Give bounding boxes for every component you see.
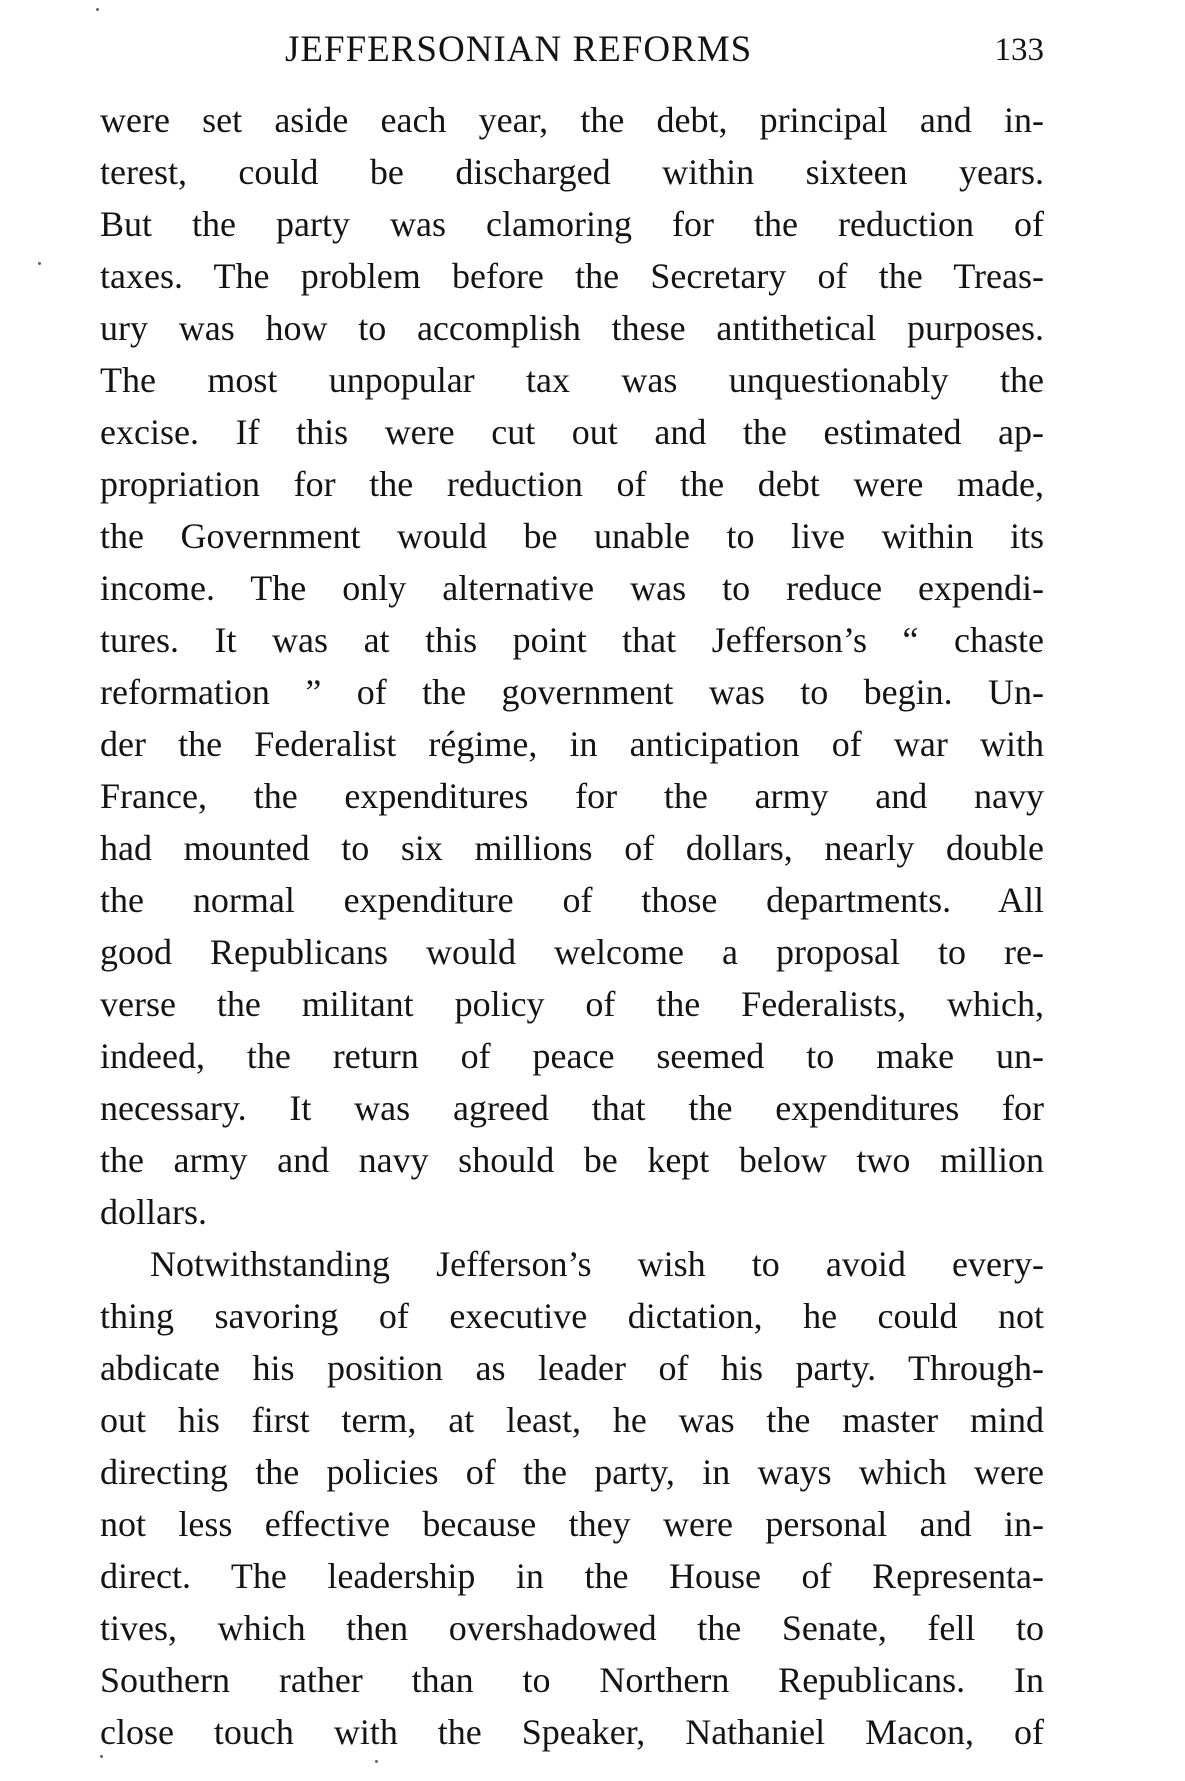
scan-speck — [38, 262, 41, 265]
text-line: France, the expenditures for the army and navy — [100, 776, 1044, 816]
page-body — [100, 94, 1044, 1758]
text-line: taxes. The problem before the Secretary of the Treas- — [100, 256, 1044, 296]
text-line: tives, which then overshadowed the Senate, fell to — [100, 1608, 1044, 1648]
paragraph — [100, 1238, 1044, 1758]
text-line: good Republicans would welcome a proposal to re- — [100, 932, 1044, 972]
scan-speck — [100, 1755, 103, 1758]
text-line: income. The only alternative was to reduce expendi- — [100, 568, 1044, 608]
text-line: the Government would be unable to live within its — [100, 516, 1044, 556]
text-line: terest, could be discharged within sixteen years. — [100, 152, 1044, 192]
text-line: tures. It was at this point that Jefferson’s “ chaste — [100, 620, 1044, 660]
text-line: reformation ” of the government was to begin. Un- — [100, 672, 1044, 712]
text-line: dollars. — [100, 1192, 207, 1232]
text-line: thing savoring of executive dictation, he could not — [100, 1296, 1044, 1336]
text-line: the normal expenditure of those departments. All — [100, 880, 1044, 920]
text-line: ury was how to accomplish these antithetical purposes. — [100, 308, 1044, 348]
text-line: were set aside each year, the debt, principal and in- — [100, 100, 1044, 140]
text-line: excise. If this were cut out and the estimated ap- — [100, 412, 1044, 452]
text-line: necessary. It was agreed that the expenditures for — [100, 1088, 1044, 1128]
paragraph — [100, 94, 1044, 1238]
text-line: out his first term, at least, he was the master mind — [100, 1400, 1044, 1440]
running-title: JEFFERSONIAN REFORMS — [285, 29, 753, 70]
text-line: the army and navy should be kept below two million — [100, 1140, 1044, 1180]
text-line: Notwithstanding Jefferson’s wish to avoid every- — [150, 1244, 1044, 1284]
text-line: Southern rather than to Northern Republicans. In — [100, 1660, 1044, 1700]
text-line: direct. The leadership in the House of Representa- — [100, 1556, 1044, 1596]
text-line: But the party was clamoring for the reduction of — [100, 204, 1044, 244]
text-line: close touch with the Speaker, Nathaniel Macon, of — [100, 1712, 1044, 1752]
text-line: der the Federalist régime, in anticipation of war with — [100, 724, 1044, 764]
text-line: abdicate his position as leader of his party. Through- — [100, 1348, 1044, 1388]
text-line: verse the militant policy of the Federalists, which, — [100, 984, 1044, 1024]
text-line: had mounted to six millions of dollars, nearly double — [100, 828, 1044, 868]
scan-speck — [96, 8, 99, 11]
text-line: propriation for the reduction of the debt were made, — [100, 464, 1044, 504]
page-number: 133 — [994, 32, 1044, 68]
text-line: directing the policies of the party, in ways which were — [100, 1452, 1044, 1492]
scan-speck — [375, 1760, 378, 1763]
text-line: indeed, the return of peace seemed to make un- — [100, 1036, 1044, 1076]
text-line: not less effective because they were personal and in- — [100, 1504, 1044, 1544]
running-head — [100, 22, 1044, 78]
text-line: The most unpopular tax was unquestionably the — [100, 360, 1044, 400]
